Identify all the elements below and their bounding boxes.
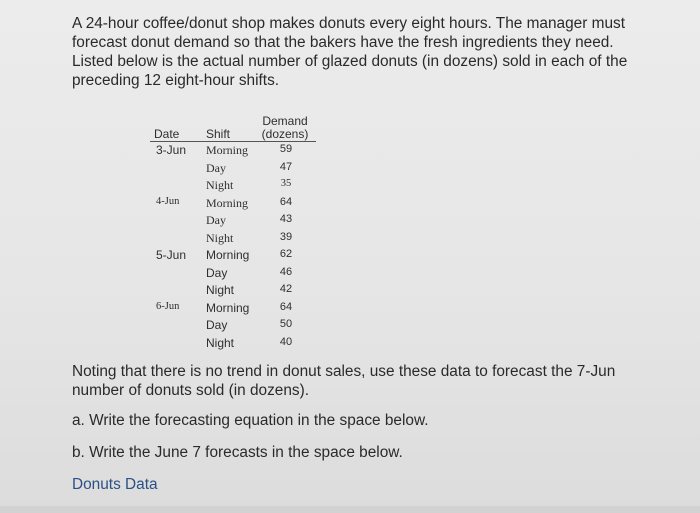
table-row xyxy=(150,248,320,266)
row-shift: Night xyxy=(206,178,234,192)
demand-header-label: Demand xyxy=(262,114,308,128)
row-shift: Day xyxy=(206,318,228,332)
row-demand: 39 xyxy=(279,230,293,243)
table-row xyxy=(150,161,320,179)
row-demand: 62 xyxy=(279,248,293,260)
date-header: Date xyxy=(154,127,180,141)
table-row xyxy=(150,283,320,301)
row-date: 6-Jun xyxy=(156,300,180,312)
row-shift: Morning xyxy=(206,195,248,210)
row-demand: 64 xyxy=(279,300,293,313)
row-demand: 35 xyxy=(280,178,292,189)
row-shift: Morning xyxy=(206,248,250,262)
header-divider xyxy=(150,141,316,142)
row-shift: Morning xyxy=(206,143,248,157)
row-demand: 46 xyxy=(279,265,293,278)
donuts-data-link[interactable]: Donuts Data xyxy=(72,476,158,493)
row-shift: Night xyxy=(206,335,235,350)
row-shift: Night xyxy=(206,283,235,297)
bottom-edge xyxy=(0,506,700,513)
row-demand: 43 xyxy=(279,213,293,225)
question-a: a. Write the forecasting equation in the space below. xyxy=(72,412,429,429)
table-row xyxy=(150,143,320,161)
row-date: 5-Jun xyxy=(156,248,187,262)
demand-header xyxy=(258,115,312,141)
table-row xyxy=(150,266,320,284)
table-row xyxy=(150,301,320,319)
table-row xyxy=(150,213,320,231)
row-shift: Day xyxy=(206,265,228,280)
table-row xyxy=(150,196,320,214)
row-shift: Day xyxy=(206,213,226,227)
row-demand: 42 xyxy=(279,283,293,295)
problem-statement: A 24-hour coffee/donut shop makes donuts every eight hours. The manager must forecast donut demand so that the bakers have the fresh ingredients they need. Listed below is the actual number of glazed donuts (in dozens) sold in each of the preceding 12 eight-hour shifts. xyxy=(72,15,628,89)
question-b: b. Write the June 7 forecasts in the space below. xyxy=(72,444,403,461)
row-shift: Night xyxy=(206,230,234,245)
row-shift: Day xyxy=(206,160,226,175)
row-demand: 47 xyxy=(279,160,293,173)
row-demand: 50 xyxy=(279,318,293,330)
shift-header: Shift xyxy=(206,127,231,141)
row-demand: 64 xyxy=(279,195,293,208)
instruction-text: Noting that there is no trend in donut sales, use these data to forecast the 7-Jun number of donuts sold (in dozens). xyxy=(72,363,616,399)
row-demand: 40 xyxy=(279,335,293,348)
row-date: 3-Jun xyxy=(156,143,187,157)
demand-header-unit: (dozens) xyxy=(261,127,309,141)
row-date: 4-Jun xyxy=(156,195,180,207)
table-row xyxy=(150,336,320,354)
row-demand: 59 xyxy=(279,143,293,155)
table-row xyxy=(150,231,320,249)
row-shift: Morning xyxy=(206,300,250,315)
table-row xyxy=(150,178,320,196)
table-body xyxy=(150,143,320,353)
table-row xyxy=(150,318,320,336)
